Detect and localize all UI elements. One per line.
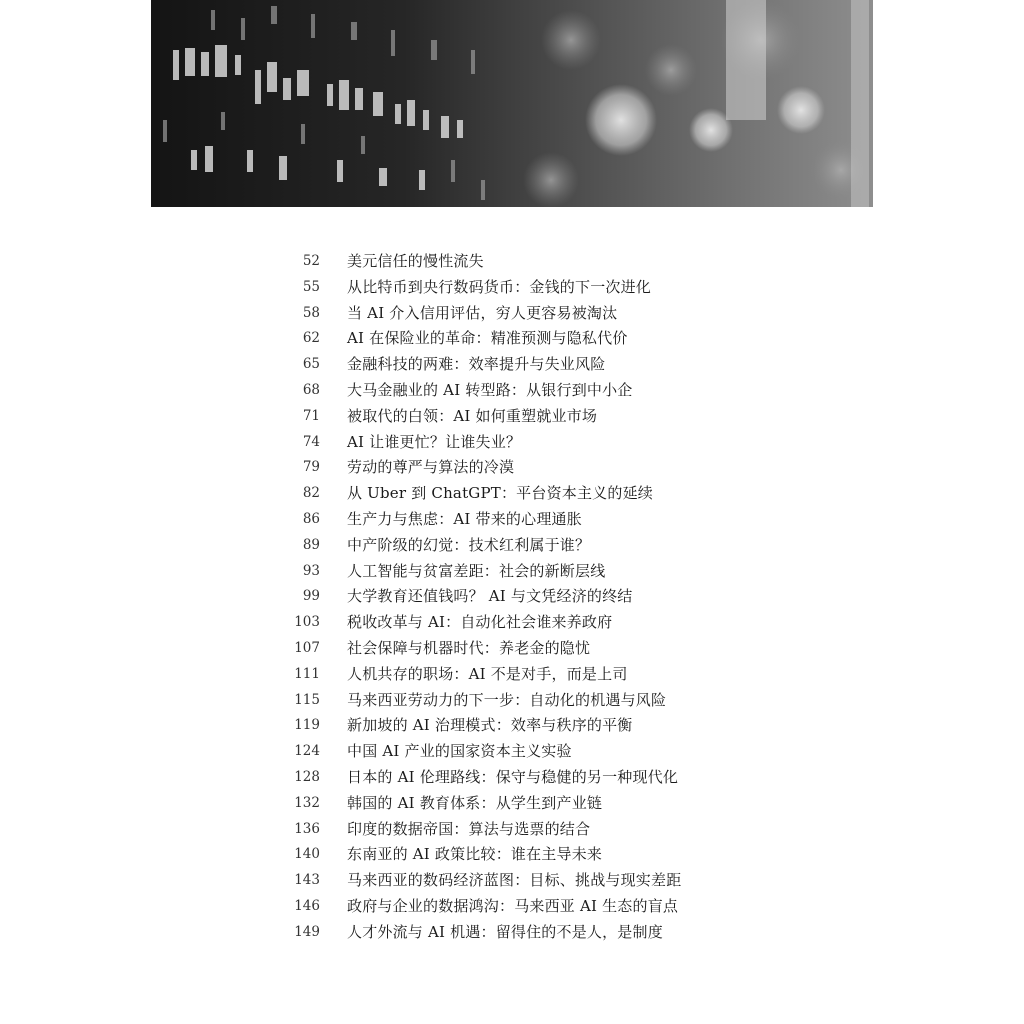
toc-page-number: 52 [302, 253, 320, 269]
toc-entry-title: AI 在保险业的革命：精准预测与隐私代价 [347, 329, 628, 348]
toc-entry [290, 842, 750, 868]
toc-page-number: 143 [294, 872, 320, 889]
toc-entry [290, 533, 750, 559]
toc-entry [290, 301, 750, 327]
toc-entry [290, 894, 750, 920]
toc-entry [290, 868, 750, 894]
toc-entry [290, 481, 750, 507]
toc-page-number: 68 [302, 381, 320, 398]
toc-page-number: 65 [302, 356, 320, 373]
toc-entry-title: AI 让谁更忙？让谁失业？ [347, 432, 522, 451]
toc-entry [290, 791, 750, 817]
toc-entry [290, 326, 750, 352]
toc-entry-title: 中国 AI 产业的国家资本主义实验 [347, 742, 572, 761]
table-of-contents [290, 249, 750, 946]
toc-page-number: 115 [294, 691, 320, 708]
toc-entry [290, 275, 750, 301]
toc-entry [290, 430, 750, 456]
toc-entry-title: 印度的数据帝国：算法与选票的结合 [347, 819, 591, 838]
toc-page-number: 58 [302, 304, 320, 321]
toc-entry [290, 249, 750, 275]
toc-page-number: 93 [302, 562, 320, 579]
toc-entry-title: 当 AI 介入信用评估，穷人更容易被淘汰 [347, 303, 618, 322]
toc-entry-title: 从 Uber 到 ChatGPT：平台资本主义的延续 [347, 484, 653, 503]
toc-entry [290, 765, 750, 791]
toc-entry-title: 人工智能与贫富差距：社会的新断层线 [347, 561, 606, 580]
toc-entry-title: 人机共存的职场：AI 不是对手，而是上司 [347, 664, 628, 683]
toc-page-number: 55 [302, 278, 320, 295]
toc-entry-title: 马来西亚劳动力的下一步：自动化的机遇与风险 [347, 690, 667, 709]
toc-page-number: 89 [302, 536, 320, 553]
toc-page-number: 74 [302, 433, 320, 450]
toc-page-number: 71 [302, 407, 320, 424]
toc-entry-title: 被取代的白领：AI 如何重塑就业市场 [347, 406, 598, 425]
toc-page-number: 136 [294, 820, 320, 837]
toc-entry-title: 韩国的 AI 教育体系：从学生到产业链 [347, 793, 603, 812]
toc-page-number: 86 [302, 510, 320, 527]
toc-entry [290, 739, 750, 765]
header-banner-image [151, 0, 873, 207]
toc-page-number: 111 [294, 665, 320, 682]
toc-entry-title: 大学教育还值钱吗？ AI 与文凭经济的终结 [347, 587, 633, 606]
toc-entry [290, 610, 750, 636]
toc-entry [290, 507, 750, 533]
toc-page-number: 79 [302, 459, 320, 476]
toc-entry [290, 688, 750, 714]
toc-entry-title: 东南亚的 AI 政策比较：谁在主导未来 [347, 845, 603, 864]
toc-page-number: 82 [302, 485, 320, 502]
toc-entry [290, 920, 750, 946]
toc-page-number: 146 [294, 897, 320, 914]
toc-page-number: 119 [294, 717, 320, 734]
toc-entry-title: 税收改革与 AI：自动化社会谁来养政府 [347, 613, 613, 632]
toc-entry [290, 713, 750, 739]
toc-page-number: 107 [294, 639, 320, 656]
toc-entry [290, 455, 750, 481]
toc-entry-title: 人才外流与 AI 机遇：留得住的不是人，是制度 [347, 922, 663, 941]
toc-entry [290, 404, 750, 430]
toc-page-number: 62 [302, 330, 320, 347]
toc-entry-title: 劳动的尊严与算法的冷漠 [347, 458, 515, 477]
toc-entry [290, 559, 750, 585]
toc-entry-title: 中产阶级的幻觉：技术红利属于谁？ [347, 535, 591, 554]
toc-entry [290, 662, 750, 688]
toc-entry [290, 378, 750, 404]
toc-entry-title: 马来西亚的数码经济蓝图：目标、挑战与现实差距 [347, 871, 682, 890]
toc-entry-title: 社会保障与机器时代：养老金的隐忧 [347, 638, 591, 657]
toc-entry-title: 从比特币到央行数码货币：金钱的下一次进化 [347, 277, 652, 296]
toc-entry [290, 352, 750, 378]
toc-entry-title: 政府与企业的数据鸿沟：马来西亚 AI 生态的盲点 [347, 896, 679, 915]
toc-page-number: 124 [294, 743, 320, 760]
toc-page-number: 140 [294, 846, 320, 863]
toc-page-number: 128 [294, 768, 320, 785]
toc-page-number: 149 [294, 923, 320, 940]
toc-entry [290, 817, 750, 843]
toc-entry-title: 金融科技的两难：效率提升与失业风险 [347, 355, 606, 374]
toc-page-number: 132 [294, 794, 320, 811]
toc-entry [290, 584, 750, 610]
toc-page-number: 103 [294, 614, 320, 631]
toc-entry-title: 大马金融业的 AI 转型路：从银行到中小企 [347, 380, 633, 399]
toc-entry-title: 日本的 AI 伦理路线：保守与稳健的另一种现代化 [347, 767, 679, 786]
toc-entry-title: 生产力与焦虑：AI 带来的心理通胀 [347, 509, 582, 528]
toc-entry [290, 636, 750, 662]
toc-entry-title: 美元信任的慢性流失 [347, 252, 484, 270]
toc-entry-title: 新加坡的 AI 治理模式：效率与秩序的平衡 [347, 716, 633, 735]
toc-page-number: 99 [302, 588, 320, 605]
